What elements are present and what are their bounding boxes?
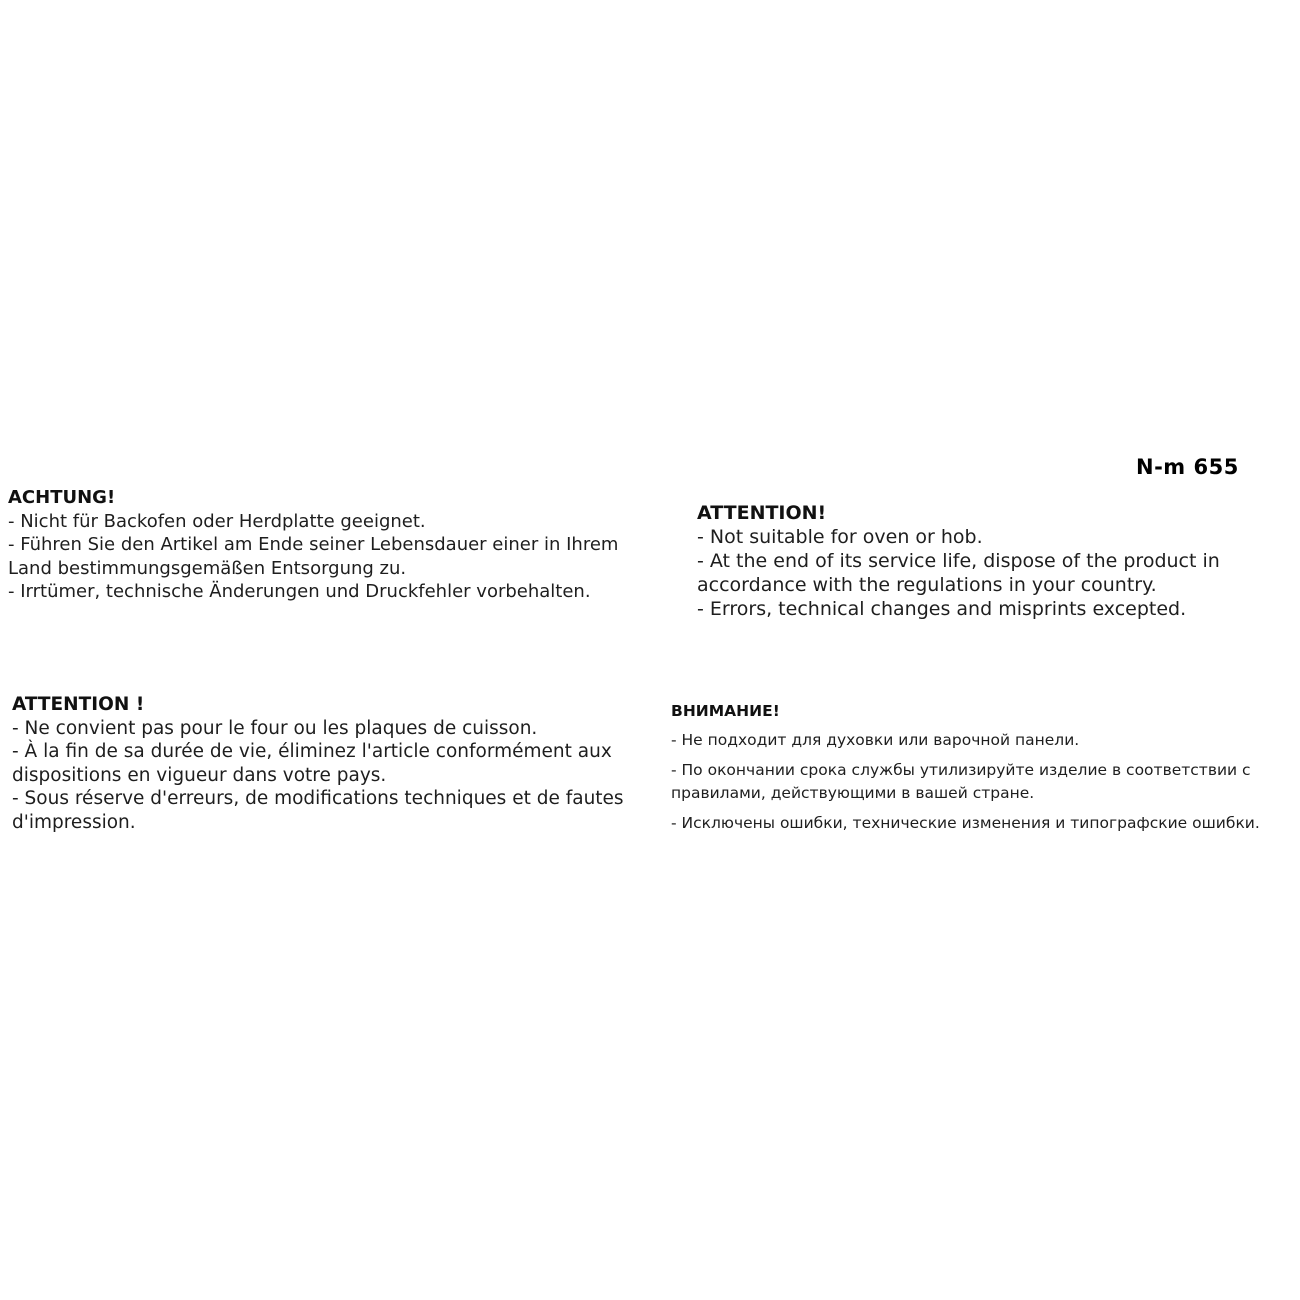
warning-line-fr-2: - À la fin de sa durée de vie, éliminez l'article conformément aux dispositions en vigueur dans votre pays. [12,741,612,786]
warning-heading-fr: ATTENTION ! [12,694,145,715]
warning-block-de [8,486,658,604]
warning-line-en-3: - Errors, technical changes and misprints excepted. [697,598,1187,620]
warning-block-ru [671,702,1296,835]
warning-line-ru-3: - Исключены ошибки, технические изменения и типографские ошибки. [671,814,1260,832]
warning-line-en-2: - At the end of its service life, dispose of the product in accordance with the regulations in your country. [697,550,1220,596]
warning-block-fr [12,693,652,834]
warning-heading-ru: ВНИМАНИЕ! [671,702,780,720]
warning-line-de-3: - Irrtümer, technische Änderungen und Druckfehler vorbehalten. [8,581,591,602]
warning-line-de-2: - Führen Sie den Artikel am Ende seiner Lebensdauer einer in Ihrem Land bestimmungsgemäßen Entsorgung zu. [8,534,619,579]
warning-line-fr-3: - Sous réserve d'erreurs, de modifications techniques et de fautes d'impression. [12,788,624,833]
product-code: N-m 655 [1136,455,1239,479]
warning-line-ru-2: - По окончании срока службы утилизируйте изделие в соответствии с правилами, действующими в вашей стране. [671,761,1251,802]
warning-heading-en: ATTENTION! [697,502,827,524]
warning-heading-de: ACHTUNG! [8,487,116,508]
warning-line-fr-1: - Ne convient pas pour le four ou les plaques de cuisson. [12,717,538,739]
warning-line-de-1: - Nicht für Backofen oder Herdplatte geeignet. [8,510,426,532]
warning-line-ru-1: - Не подходит для духовки или варочной панели. [671,731,1080,749]
warning-line-en-1: - Not suitable for oven or hob. [697,526,983,548]
warning-block-en [697,501,1257,621]
